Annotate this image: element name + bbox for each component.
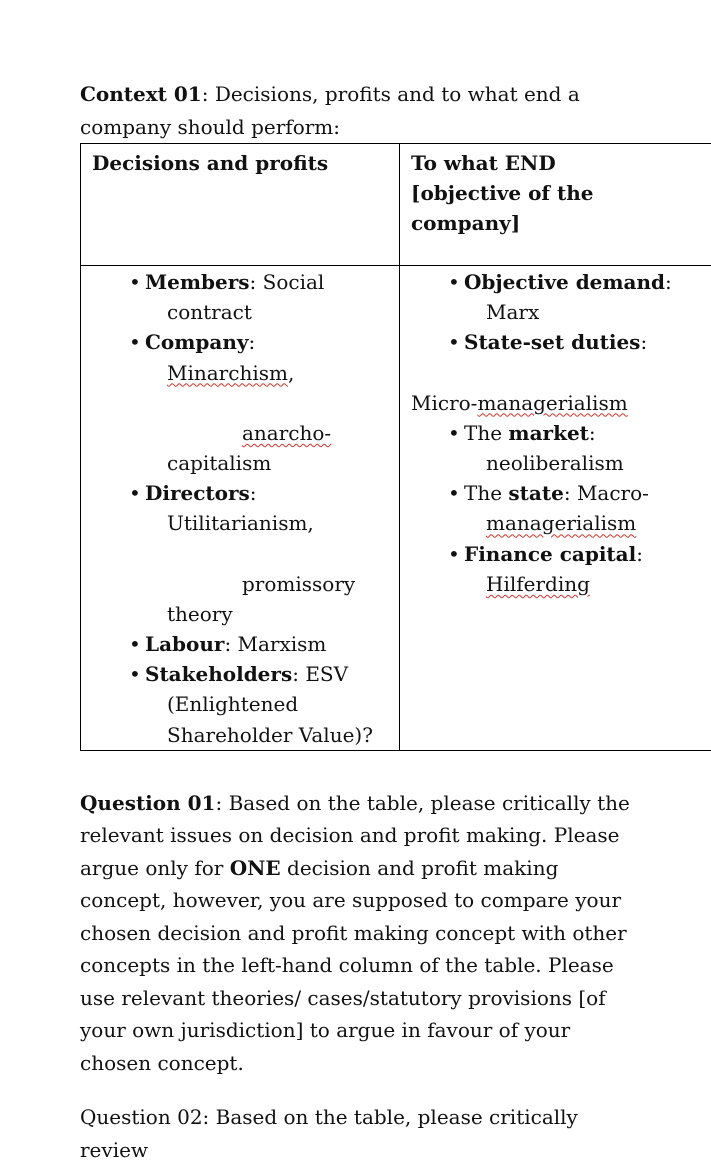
header-decisions: Decisions and profits [81,144,400,266]
question-01-label: Question 01 [80,791,215,815]
list-item-state: • The state: Macro-managerialism [400,478,711,538]
question-02-paragraph: Question 02: Based on the table, please critically review [80,1101,640,1166]
list-item-objective-demand: • Objective demand: Marx [400,267,711,327]
concepts-table [80,143,711,751]
table-body-row [81,266,711,751]
header-objective: To what END [objective of the company] [400,144,711,266]
document-page [80,78,640,1166]
list-item-directors: • Directors: Utilitarianism, [81,478,399,538]
list-item-labour: • Labour: Marxism [81,629,399,659]
context-paragraph [80,78,640,143]
list-item-market: • The market: neoliberalism [400,418,711,478]
right-column-cell: • Objective demand: Marx • State-set duties: Micro-managerialism • The market: neoliberalism • The state: Macro-managerialism • Finance capital: Hilferding [400,266,711,751]
left-column-cell: • Members: Social contract • Company: Minarchism, anarcho- capitalism • Directors: Utilitarianism, promissory theory • Labour: Marxism • Stakeholders: ESV (Enlightened Shareholder Value)? [81,266,400,751]
context-label: Context 01 [80,82,202,106]
list-item-finance-capital: • Finance capital: Hilferding [400,539,711,599]
list-item-members: • Members: Social contract [81,267,399,327]
list-item-stakeholders: • Stakeholders: ESV (Enlightened Shareholder Value)? [81,659,399,750]
table-header-row [81,144,711,266]
context-text: : Decisions, profits and to what end a company should perform: [80,82,580,139]
list-item-company: • Company: Minarchism, [81,327,399,387]
question-01-paragraph: Question 01: Based on the table, please critically the relevant issues on decision and profit making. Please argue only for ONE decision and profit making concept, however, you are supposed to compare your chosen decision and profit making concept with other concepts in the left-hand column of the table. Please use relevant theories/ cases/statutory provisions [of your own jurisdiction] to argue in favour of your chosen concept. [80,787,640,1080]
list-item-state-duties: • State-set duties: [400,327,711,357]
